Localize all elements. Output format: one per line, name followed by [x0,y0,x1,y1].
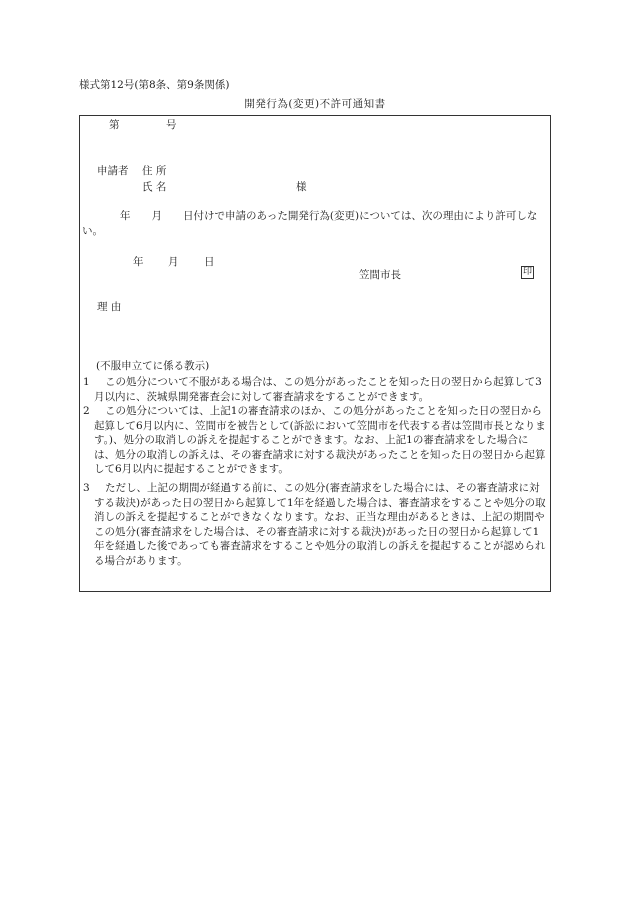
notice-item-text: この処分について不服がある場合は、この処分があったことを知った日の翌日から起算して3月以内に、茨城県開発審査会に対して審査請求をすることができます。 [94,376,542,403]
address-label: 住 所 [142,165,167,177]
notice-heading: (不服申立てに係る教示) [96,360,210,372]
notice-item-number: 1 [83,376,90,388]
seal-mark: 印 [522,267,532,277]
form-number: 様式第12号(第8条、第9条関係) [79,79,230,91]
notice-item-3 [83,481,549,568]
issuer-title: 笠間市長 [359,269,401,281]
date-year: 年 [133,256,144,268]
date-month: 月 [168,256,179,268]
document-title: 開発行為(変更)不許可通知書 [244,98,386,110]
name-label: 氏 名 [142,181,167,193]
honorific: 様 [296,181,307,193]
notice-item-1 [83,375,549,404]
notice-item-2 [83,404,549,477]
number-go: 号 [166,119,177,131]
notice-item-text: ただし、上記の期間が経過する前に、この処分(審査請求をした場合には、その審査請求に対する裁決)があった日の翌日から起算して1年を経過した場合は、審査請求をすることや処分の取消しの訴えを提起することができなくなります。なお、正当な理由があるときは、上記の期間やこの処分(審査請求をした場合は、その審査請求に対する裁決)があった日の翌日から起算して1年を経過した後であっても審査請求をすることや処分の取消しの訴えを提起することが認められる場合があります。 [94,482,546,567]
notice-item-number: 3 [83,482,90,494]
applicant-label: 申請者 [97,165,129,177]
number-dai: 第 [109,119,120,131]
date-day: 日 [204,256,215,268]
notice-item-number: 2 [83,405,90,417]
notice-item-text: この処分については、上記1の審査請求のほか、この処分があったことを知った日の翌日から起算して6月以内に、笠間市を被告として(訴訟において笠間市を代表する者は笠間市長となります。)、処分の取消しの訴えを提起することができます。なお、上記1の審査請求をした場合には、処分の取消しの訴えは、その審査請求に対する裁決があったことを知った日の翌日から起算して6月以内に提起することができます。 [94,405,546,475]
body-text: 年 月 日付けで申請のあった開発行為(変更)については、次の理由により許可しない。 [82,210,538,237]
reason-label: 理 由 [97,301,122,313]
